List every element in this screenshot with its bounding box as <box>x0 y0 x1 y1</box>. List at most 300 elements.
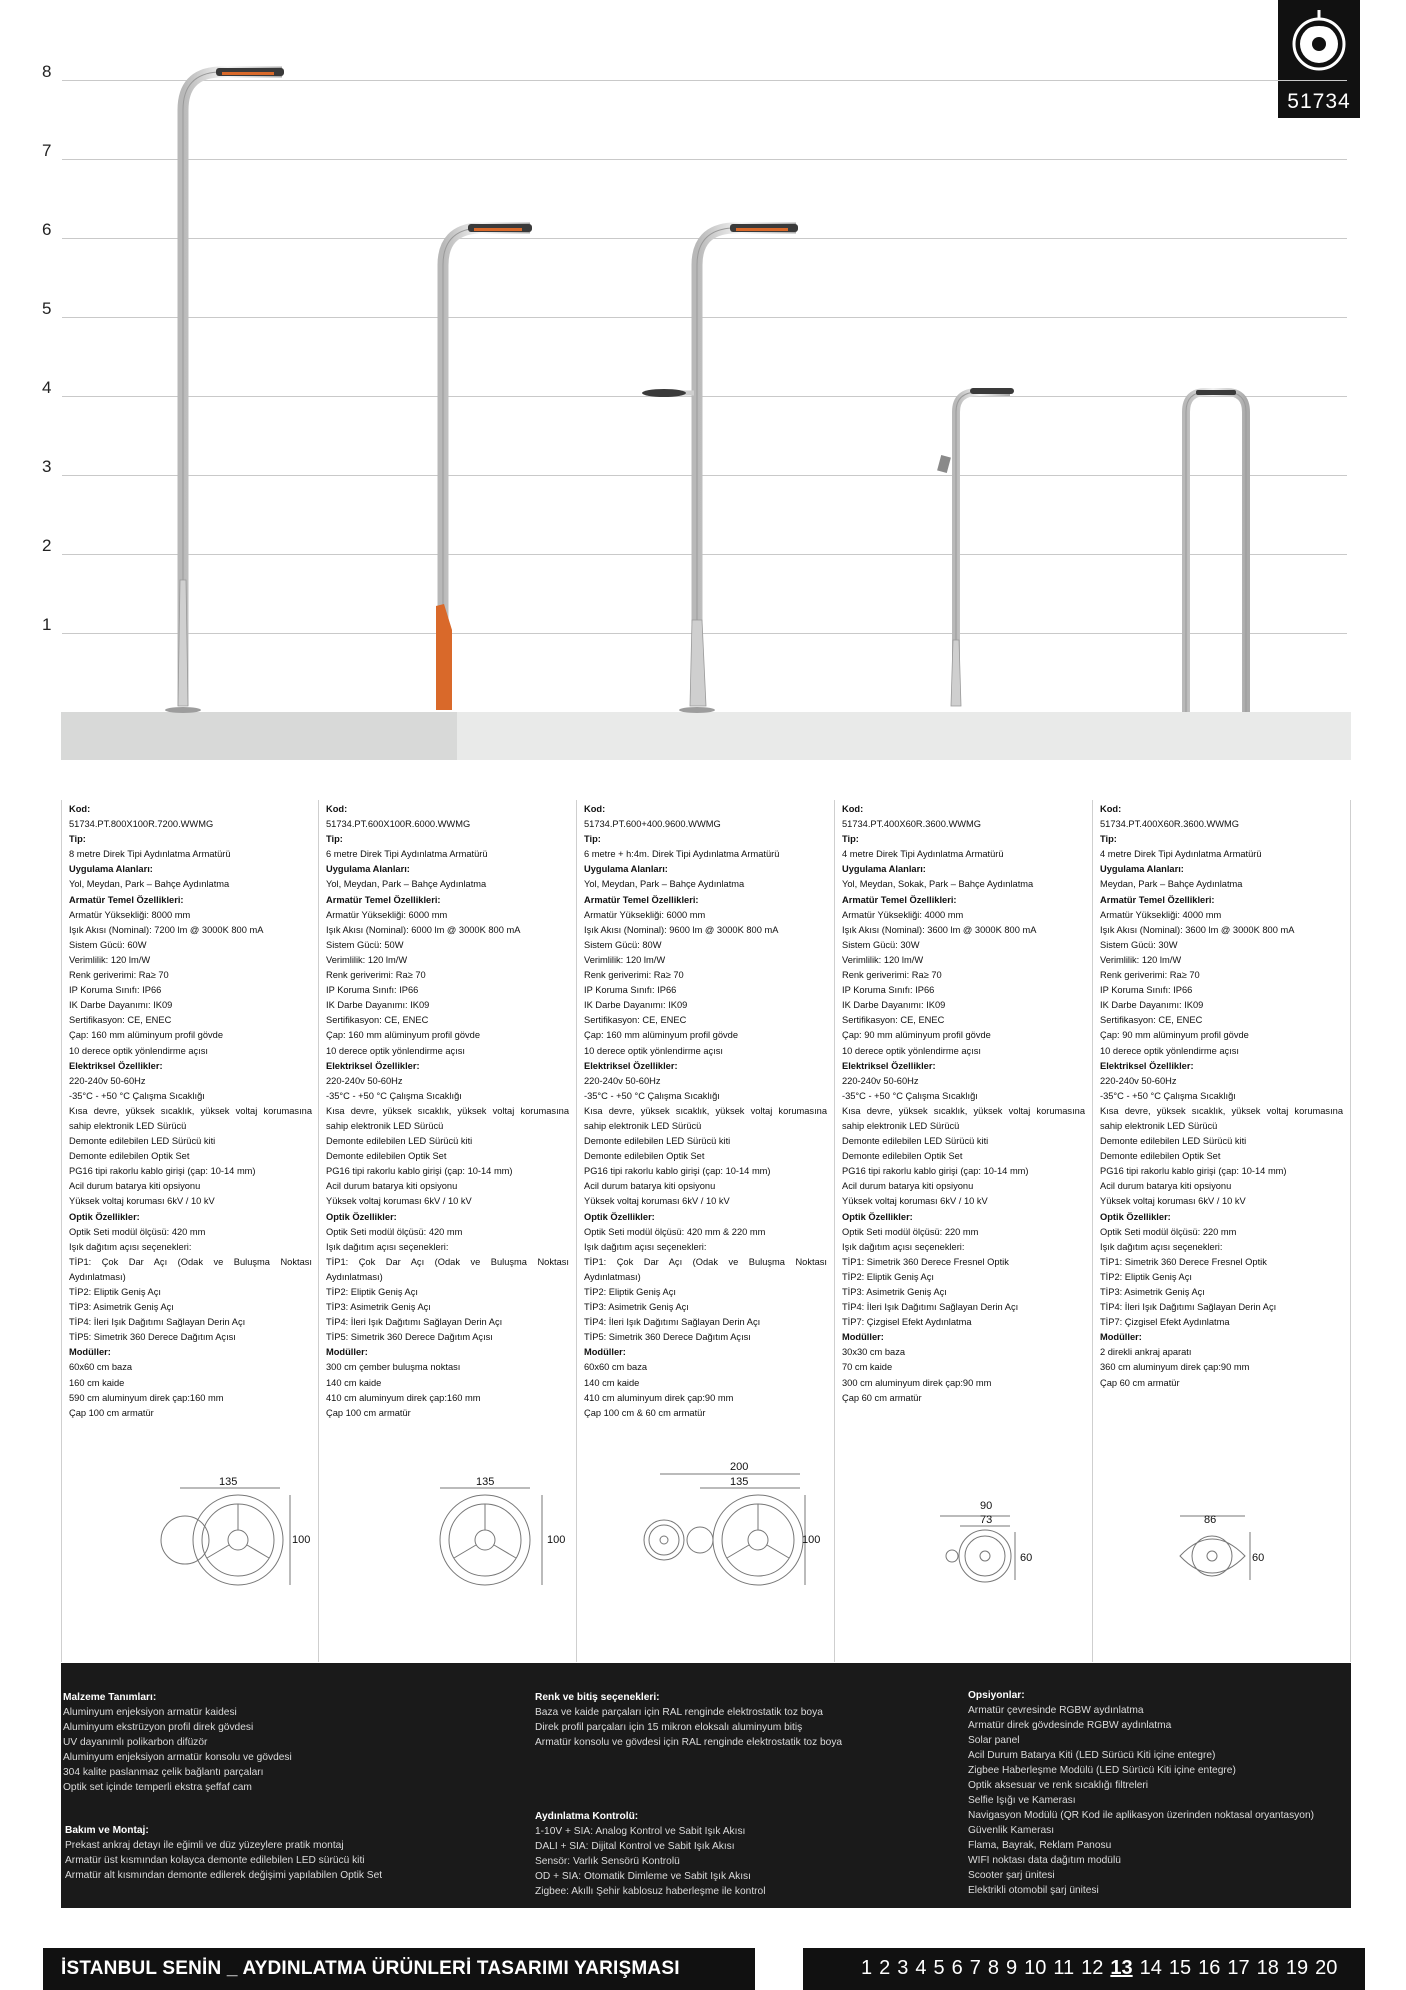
spec-heading: Optik Özellikler: <box>69 1211 140 1222</box>
spec-line: Demonte edilebilen LED Sürücü kiti <box>584 1136 731 1147</box>
page-link-10[interactable]: 10 <box>1024 1957 1047 1979</box>
spec-line: IP Koruma Sınıfı: IP66 <box>842 985 935 996</box>
spec-line: TİP4: İleri Işık Dağıtımı Sağlayan Derin Açı <box>584 1317 761 1328</box>
spec-line: 8 metre Direk Tipi Aydınlatma Armatürü <box>69 849 231 860</box>
spec-line: Sistem Gücü: 30W <box>842 939 920 950</box>
spec-line: Verimlilik: 120 lm/W <box>326 954 408 965</box>
spec-line: Renk geriverimi: Ra≥ 70 <box>69 970 169 981</box>
spec-line: Armatür Yüksekliği: 6000 mm <box>584 909 706 920</box>
spec-line: TİP4: İleri Işık Dağıtımı Sağlayan Derin Açı <box>69 1317 246 1328</box>
spec-line: Sistem Gücü: 30W <box>1100 939 1178 950</box>
footer-list-item: Direk profil parçaları için 15 mikron eloksalı aluminyum bitiş <box>535 1722 803 1733</box>
spec-line: Işık Akısı (Nominal): 7200 lm @ 3000K 800 mA <box>69 924 264 935</box>
scale-label: 8 <box>42 62 52 81</box>
spec-line: 10 derece optik yönlendirme açısı <box>326 1045 466 1056</box>
page-link-16[interactable]: 16 <box>1198 1957 1221 1979</box>
spec-line: TİP3: Asimetrik Geniş Açı <box>1100 1287 1205 1297</box>
footer-list-item: Armatür üst kısmından kolayca demonte edilebilen LED sürücü kiti <box>65 1855 365 1866</box>
spec-line: Renk geriverimi: Ra≥ 70 <box>1100 970 1200 981</box>
dim-label: 60 <box>1020 1552 1033 1564</box>
spec-list <box>1100 802 1343 1391</box>
page-link-12[interactable]: 12 <box>1081 1957 1104 1979</box>
scale-label: 3 <box>42 457 52 476</box>
spec-line: TİP4: İleri Işık Dağıtımı Sağlayan Derin Açı <box>842 1302 1019 1313</box>
spec-line: 51734.PT.600X100R.6000.WWMG <box>326 819 471 830</box>
spec-line: Çap: 160 mm alüminyum profil gövde <box>584 1030 738 1041</box>
dim-label: 86 <box>1204 1514 1217 1526</box>
spec-line: Sertifikasyon: CE, ENEC <box>842 1015 945 1026</box>
spec-heading: Uygulama Alanları: <box>584 864 668 875</box>
spec-line: 51734.PT.400X60R.3600.WWMG <box>1100 819 1240 830</box>
page-link-8[interactable]: 8 <box>987 1957 999 1979</box>
spec-line: Armatür Yüksekliği: 4000 mm <box>1100 909 1222 920</box>
spec-line: Yüksek voltaj koruması 6kV / 10 kV <box>584 1196 730 1207</box>
spec-line: Renk geriverimi: Ra≥ 70 <box>326 970 426 981</box>
options-title: Opsiyonlar: <box>968 1690 1025 1701</box>
spec-heading: Modüller: <box>1100 1332 1142 1343</box>
spec-line: Yol, Meydan, Park – Bahçe Aydınlatma <box>584 879 745 890</box>
footer-list-item: 1-10V + SIA: Analog Kontrol ve Sabit Işık Akısı <box>535 1826 746 1837</box>
scale-label: 2 <box>42 536 52 555</box>
spec-heading: Uygulama Alanları: <box>842 864 926 875</box>
spec-line: Kısa devre, yüksek sıcaklık, yüksek voltaj korumasına sahip elektronik LED Sürücü <box>842 1105 1085 1131</box>
spec-line: Çap 60 cm armatür <box>1100 1377 1180 1388</box>
spec-line: Verimlilik: 120 lm/W <box>69 954 151 965</box>
maintenance-list <box>65 1838 485 1883</box>
dim-label: 100 <box>802 1534 821 1546</box>
spec-line: 60x60 cm baza <box>584 1362 648 1373</box>
spec-line: TİP2: Eliptik Geniş Açı <box>584 1287 676 1297</box>
page-link-1[interactable]: 1 <box>861 1957 873 1979</box>
spec-line: 51734.PT.400X60R.3600.WWMG <box>842 819 982 830</box>
page-link-9[interactable]: 9 <box>1006 1957 1018 1979</box>
pole-8m <box>165 68 284 713</box>
spec-line: 10 derece optik yönlendirme açısı <box>1100 1045 1240 1056</box>
spec-line: 10 derece optik yönlendirme açısı <box>584 1045 724 1056</box>
spec-line: 360 cm aluminyum direk çap:90 mm <box>1100 1362 1250 1373</box>
spec-line: IP Koruma Sınıfı: IP66 <box>1100 985 1193 996</box>
top-view-1 <box>161 1488 290 1585</box>
spec-line: TİP7: Çizgisel Efekt Aydınlatma <box>842 1317 972 1328</box>
spec-line: Işık dağıtım açısı seçenekleri: <box>326 1241 449 1252</box>
spec-line: Çap 100 cm & 60 cm armatür <box>584 1407 706 1418</box>
footer-list-item: Prekast ankraj detayı ile eğimli ve düz yüzeylere pratik montaj <box>65 1840 344 1851</box>
dim-label: 90 <box>980 1500 993 1512</box>
spec-line: Optik Seti modül ölçüsü: 220 mm <box>1100 1226 1237 1237</box>
footer-list-item: WIFI noktası data dağıtım modülü <box>968 1855 1121 1866</box>
spec-line: 160 cm kaide <box>69 1377 125 1388</box>
spec-line: IK Darbe Dayanımı: IK09 <box>1100 1000 1204 1011</box>
page-link-19[interactable]: 19 <box>1285 1957 1309 1979</box>
spec-line: 6 metre + h:4m. Direk Tipi Aydınlatma Armatürü <box>584 849 780 860</box>
spec-line: Armatür Yüksekliği: 8000 mm <box>69 909 191 920</box>
footer-list-item: Armatür direk gövdesinde RGBW aydınlatma <box>968 1720 1172 1731</box>
spec-line: Kısa devre, yüksek sıcaklık, yüksek voltaj korumasına sahip elektronik LED Sürücü <box>1100 1105 1343 1131</box>
spec-heading: Elektriksel Özellikler: <box>1100 1060 1194 1071</box>
spec-line: Işık Akısı (Nominal): 3600 lm @ 3000K 800 mA <box>842 924 1037 935</box>
page-link-6[interactable]: 6 <box>951 1957 963 1979</box>
spec-line: IK Darbe Dayanımı: IK09 <box>842 1000 946 1011</box>
spec-line: Optik Seti modül ölçüsü: 420 mm & 220 mm <box>584 1226 766 1237</box>
page-link-5[interactable]: 5 <box>933 1957 945 1979</box>
spec-line: IK Darbe Dayanımı: IK09 <box>326 1000 430 1011</box>
spec-line: Çap 100 cm armatür <box>69 1407 154 1418</box>
spec-line: 4 metre Direk Tipi Aydınlatma Armatürü <box>842 849 1004 860</box>
spec-line: Verimlilik: 120 lm/W <box>1100 954 1182 965</box>
spec-line: 10 derece optik yönlendirme açısı <box>842 1045 982 1056</box>
spec-heading: Tip: <box>1100 834 1117 845</box>
top-view-2 <box>440 1488 542 1585</box>
spec-line: TİP1: Çok Dar Açı (Odak ve Buluşma Noktası Aydınlatması) <box>584 1256 827 1282</box>
page-link-4[interactable]: 4 <box>915 1957 927 1979</box>
spec-list <box>69 802 312 1421</box>
spec-heading: Armatür Temel Özellikleri: <box>326 894 441 905</box>
page-link-20[interactable]: 20 <box>1315 1957 1338 1979</box>
spec-line: 220-240v 50-60Hz <box>69 1075 146 1086</box>
spec-line: 410 cm aluminyum direk çap:160 mm <box>326 1392 481 1403</box>
spec-line: Kısa devre, yüksek sıcaklık, yüksek voltaj korumasına sahip elektronik LED Sürücü <box>326 1105 569 1131</box>
spec-line: Yüksek voltaj koruması 6kV / 10 kV <box>69 1196 215 1207</box>
page-link-17[interactable]: 17 <box>1227 1957 1250 1979</box>
spec-heading: Tip: <box>584 834 601 845</box>
page-link-3[interactable]: 3 <box>897 1957 909 1979</box>
footer-list-item: OD + SIA: Otomatik Dimleme ve Sabit Işık Akısı <box>535 1871 751 1882</box>
spec-line: Demonte edilebilen Optik Set <box>584 1151 705 1162</box>
spec-line: Işık Akısı (Nominal): 9600 lm @ 3000K 800 mA <box>584 924 779 935</box>
spec-line: -35°C - +50 °C Çalışma Sıcaklığı <box>69 1090 205 1101</box>
dim-label: 135 <box>476 1476 495 1488</box>
footer-list-item: Armatür konsolu ve gövdesi için RAL renginde elektrostatik toz boya <box>535 1737 843 1748</box>
spec-line: Çap: 160 mm alüminyum profil gövde <box>326 1030 480 1041</box>
control-title: Aydınlatma Kontrolü: <box>535 1811 639 1822</box>
page-link-14[interactable]: 14 <box>1139 1957 1162 1979</box>
footer-list-item: UV dayanımlı polikarbon difüzör <box>63 1737 208 1748</box>
spec-line: 140 cm kaide <box>584 1377 640 1388</box>
spec-list <box>326 802 569 1421</box>
spec-line: 70 cm kaide <box>842 1362 893 1373</box>
footer-list-item: DALI + SIA: Dijital Kontrol ve Sabit Işık Akısı <box>535 1841 735 1852</box>
spec-line: -35°C - +50 °C Çalışma Sıcaklığı <box>1100 1090 1236 1101</box>
spec-line: Acil durum batarya kiti opsiyonu <box>584 1181 716 1192</box>
spec-heading: Tip: <box>842 834 859 845</box>
spec-line: TİP3: Asimetrik Geniş Açı <box>584 1302 689 1313</box>
spec-line: 10 derece optik yönlendirme açısı <box>69 1045 209 1056</box>
page-link-7[interactable]: 7 <box>969 1957 981 1979</box>
spec-line: IK Darbe Dayanımı: IK09 <box>69 1000 173 1011</box>
spec-heading: Kod: <box>326 804 348 814</box>
spec-line: Acil durum batarya kiti opsiyonu <box>326 1181 458 1192</box>
materials-block <box>63 1690 483 1795</box>
spec-line: 4 metre Direk Tipi Aydınlatma Armatürü <box>1100 849 1262 860</box>
scale-label: 7 <box>42 141 52 160</box>
spec-line: Sistem Gücü: 50W <box>326 939 404 950</box>
spec-line: Sertifikasyon: CE, ENEC <box>584 1015 687 1026</box>
spec-line: TİP2: Eliptik Geniş Açı <box>842 1271 934 1282</box>
pole-6m-4m <box>642 224 798 713</box>
spec-heading: Kod: <box>1100 804 1122 814</box>
spec-line: Kısa devre, yüksek sıcaklık, yüksek voltaj korumasına sahip elektronik LED Sürücü <box>69 1105 312 1131</box>
spec-line: TİP1: Simetrik 360 Derece Fresnel Optik <box>1100 1256 1267 1267</box>
spec-line: Armatür Yüksekliği: 6000 mm <box>326 909 448 920</box>
title-bar-bg <box>43 1948 755 1990</box>
footer-list-item: Aluminyum enjeksiyon armatür kaidesi <box>63 1707 237 1718</box>
footer-list-item: Sensör: Varlık Sensörü Kontrolü <box>535 1856 680 1867</box>
spec-line: TİP5: Simetrik 360 Derece Dağıtım Açısı <box>69 1332 236 1343</box>
spec-heading: Modüller: <box>326 1347 368 1358</box>
footer-list-item: Aluminyum enjeksiyon armatür konsolu ve gövdesi <box>63 1752 292 1763</box>
spec-line: 2 direkli ankraj aparatı <box>1100 1347 1192 1358</box>
spec-line: 51734.PT.600+400.9600.WWMG <box>584 819 721 830</box>
top-view-3 <box>644 1474 805 1585</box>
spec-line: IP Koruma Sınıfı: IP66 <box>326 985 419 996</box>
spec-line: Çap: 90 mm alüminyum profil gövde <box>842 1030 991 1041</box>
spec-line: Yüksek voltaj koruması 6kV / 10 kV <box>842 1196 988 1207</box>
spec-heading: Optik Özellikler: <box>584 1211 655 1222</box>
spec-heading: Armatür Temel Özellikleri: <box>584 894 699 905</box>
spec-heading: Armatür Temel Özellikleri: <box>1100 894 1215 905</box>
spec-line: TİP4: İleri Işık Dağıtımı Sağlayan Derin Açı <box>326 1317 503 1328</box>
footer-list-item: 304 kalite paslanmaz çelik bağlantı parçaları <box>63 1767 264 1778</box>
footer-list-item: Selfie Işığı ve Kamerası <box>968 1795 1076 1806</box>
spec-line: Sertifikasyon: CE, ENEC <box>326 1015 429 1026</box>
spec-line: Meydan, Park – Bahçe Aydınlatma <box>1100 879 1243 890</box>
spec-line: 6 metre Direk Tipi Aydınlatma Armatürü <box>326 849 488 860</box>
spec-line: Demonte edilebilen LED Sürücü kiti <box>326 1136 473 1147</box>
colors-list <box>535 1705 955 1750</box>
scale-label: 4 <box>42 378 52 397</box>
spec-line: TİP3: Asimetrik Geniş Açı <box>326 1302 431 1313</box>
spec-line: Renk geriverimi: Ra≥ 70 <box>842 970 942 981</box>
spec-line: TİP2: Eliptik Geniş Açı <box>69 1287 161 1297</box>
spec-line: TİP1: Çok Dar Açı (Odak ve Buluşma Noktası Aydınlatması) <box>69 1256 312 1282</box>
dim-label: 73 <box>980 1514 993 1526</box>
spec-heading: Optik Özellikler: <box>842 1211 913 1222</box>
footer-list-item: Scooter şarj ünitesi <box>968 1870 1055 1881</box>
options-list <box>968 1703 1348 1898</box>
spec-line: Acil durum batarya kiti opsiyonu <box>842 1181 974 1192</box>
spec-heading: Modüller: <box>584 1347 626 1358</box>
page-link-13[interactable]: 13 <box>1110 1957 1133 1979</box>
spec-heading: Kod: <box>584 804 606 814</box>
spec-line: Demonte edilebilen Optik Set <box>69 1151 190 1162</box>
materials-list <box>63 1705 483 1795</box>
spec-line: Kısa devre, yüksek sıcaklık, yüksek voltaj korumasına sahip elektronik LED Sürücü <box>584 1105 827 1131</box>
page-link-2[interactable]: 2 <box>879 1957 891 1979</box>
spec-line: Verimlilik: 120 lm/W <box>842 954 924 965</box>
footer-list-item: Armatür çevresinde RGBW aydınlatma <box>968 1705 1144 1716</box>
spec-line: TİP1: Simetrik 360 Derece Fresnel Optik <box>842 1256 1009 1267</box>
footer-list-item: Aluminyum ekstrüzyon profil direk gövdesi <box>63 1722 254 1733</box>
spec-heading: Modüller: <box>69 1347 111 1358</box>
spec-line: PG16 tipi rakorlu kablo girişi (çap: 10-14 mm) <box>69 1166 256 1177</box>
materials-title: Malzeme Tanımları: <box>63 1692 157 1703</box>
maintenance-block <box>65 1823 485 1883</box>
spec-list <box>584 802 827 1421</box>
spec-line: Sistem Gücü: 60W <box>69 939 147 950</box>
spec-heading: Elektriksel Özellikler: <box>69 1060 163 1071</box>
spec-heading: Uygulama Alanları: <box>69 864 153 875</box>
spec-line: Işık dağıtım açısı seçenekleri: <box>584 1241 707 1252</box>
spec-line: TİP2: Eliptik Geniş Açı <box>326 1287 418 1297</box>
spec-line: Yol, Meydan, Sokak, Park – Bahçe Aydınlatma <box>842 879 1034 890</box>
spec-line: PG16 tipi rakorlu kablo girişi (çap: 10-14 mm) <box>1100 1166 1287 1177</box>
page-link-15[interactable]: 15 <box>1168 1957 1192 1979</box>
dim-label: 100 <box>292 1534 311 1546</box>
spec-line: Armatür Yüksekliği: 4000 mm <box>842 909 964 920</box>
spec-heading: Tip: <box>326 834 343 845</box>
product-number: 51734 <box>1287 90 1351 113</box>
pole-6m <box>436 224 532 710</box>
scale-label: 1 <box>42 615 52 634</box>
spec-heading: Modüller: <box>842 1332 884 1343</box>
spec-line: PG16 tipi rakorlu kablo girişi (çap: 10-14 mm) <box>584 1166 771 1177</box>
spec-line: Işık Akısı (Nominal): 6000 lm @ 3000K 800 mA <box>326 924 521 935</box>
spec-line: Çap: 160 mm alüminyum profil gövde <box>69 1030 223 1041</box>
spec-line: Optik Seti modül ölçüsü: 420 mm <box>326 1226 463 1237</box>
spec-line: Yüksek voltaj koruması 6kV / 10 kV <box>1100 1196 1246 1207</box>
page-link-11[interactable]: 11 <box>1053 1957 1075 1979</box>
spec-line: Demonte edilebilen Optik Set <box>842 1151 963 1162</box>
spec-line: -35°C - +50 °C Çalışma Sıcaklığı <box>326 1090 462 1101</box>
spec-line: Işık dağıtım açısı seçenekleri: <box>69 1241 192 1252</box>
top-view-drawings <box>0 1460 1406 1610</box>
spec-line: 60x60 cm baza <box>69 1362 133 1373</box>
spec-line: Optik Seti modül ölçüsü: 220 mm <box>842 1226 979 1237</box>
spec-line: PG16 tipi rakorlu kablo girişi (çap: 10-14 mm) <box>842 1166 1029 1177</box>
footer-info <box>61 1663 1351 1908</box>
footer-list-item: Armatür alt kısmından demonte edilerek değişimi yapılabilen Optik Set <box>65 1870 383 1881</box>
spec-line: 220-240v 50-60Hz <box>1100 1075 1177 1086</box>
spec-line: Yol, Meydan, Park – Bahçe Aydınlatma <box>326 879 487 890</box>
spec-line: Demonte edilebilen Optik Set <box>1100 1151 1221 1162</box>
footer-list-item: Optik aksesuar ve renk sıcaklığı filtreleri <box>968 1780 1149 1791</box>
footer-list-item: Zigbee: Akıllı Şehir kablosuz haberleşme ile kontrol <box>535 1886 766 1897</box>
options-block <box>968 1688 1348 1898</box>
spec-heading: Armatür Temel Özellikleri: <box>842 894 957 905</box>
top-view-4 <box>940 1516 1015 1582</box>
spec-line: TİP7: Çizgisel Efekt Aydınlatma <box>1100 1317 1230 1328</box>
spec-line: Demonte edilebilen LED Sürücü kiti <box>1100 1136 1247 1147</box>
spec-line: Acil durum batarya kiti opsiyonu <box>1100 1181 1232 1192</box>
spec-list <box>842 802 1085 1406</box>
spec-line: Çap 100 cm armatür <box>326 1407 411 1418</box>
dim-label: 100 <box>547 1534 566 1546</box>
spec-heading: Kod: <box>69 804 91 814</box>
control-list <box>535 1824 955 1899</box>
footer-list-item: Optik set içinde temperli ekstra şeffaf cam <box>63 1782 252 1793</box>
spec-line: -35°C - +50 °C Çalışma Sıcaklığı <box>584 1090 720 1101</box>
scale-label: 5 <box>42 299 52 318</box>
page-nav <box>803 1948 1365 1990</box>
colors-title: Renk ve bitiş seçenekleri: <box>535 1692 660 1703</box>
page-numbers <box>861 1957 1344 1980</box>
colors-block <box>535 1690 955 1750</box>
spec-line: 30x30 cm baza <box>842 1347 906 1358</box>
spec-line: TİP1: Çok Dar Açı (Odak ve Buluşma Noktası Aydınlatması) <box>326 1256 569 1282</box>
spec-line: Renk geriverimi: Ra≥ 70 <box>584 970 684 981</box>
spec-heading: Uygulama Alanları: <box>326 864 410 875</box>
spec-line: 220-240v 50-60Hz <box>326 1075 403 1086</box>
footer-list-item: Elektrikli otomobil şarj ünitesi <box>968 1885 1099 1896</box>
pole-4m-double <box>1186 390 1246 712</box>
pole-4m <box>937 388 1014 706</box>
spec-line: TİP5: Simetrik 360 Derece Dağıtım Açısı <box>584 1332 751 1343</box>
scale-label: 6 <box>42 220 52 239</box>
spec-line: TİP3: Asimetrik Geniş Açı <box>69 1302 174 1313</box>
spec-line: PG16 tipi rakorlu kablo girişi (çap: 10-14 mm) <box>326 1166 513 1177</box>
spec-line: 300 cm aluminyum direk çap:90 mm <box>842 1377 992 1388</box>
spec-line: Yol, Meydan, Park – Bahçe Aydınlatma <box>69 879 230 890</box>
spec-heading: Optik Özellikler: <box>1100 1211 1171 1222</box>
spec-heading: Elektriksel Özellikler: <box>584 1060 678 1071</box>
spec-line: Optik Seti modül ölçüsü: 420 mm <box>69 1226 206 1237</box>
poles-illustration <box>0 0 1406 760</box>
spec-line: Sistem Gücü: 80W <box>584 939 662 950</box>
page-link-18[interactable]: 18 <box>1256 1957 1279 1979</box>
footer-list-item: Acil Durum Batarya Kiti (LED Sürücü Kiti içine entegre) <box>968 1750 1216 1761</box>
dim-label: 200 <box>730 1461 749 1473</box>
spec-line: Sertifikasyon: CE, ENEC <box>69 1015 172 1026</box>
spec-line: 220-240v 50-60Hz <box>842 1075 919 1086</box>
spec-line: Çap: 90 mm alüminyum profil gövde <box>1100 1030 1249 1041</box>
spec-line: Verimlilik: 120 lm/W <box>584 954 666 965</box>
maintenance-title: Bakım ve Montaj: <box>65 1825 149 1836</box>
dim-label: 60 <box>1252 1552 1265 1564</box>
dim-label: 135 <box>219 1476 238 1488</box>
spec-line: Yüksek voltaj koruması 6kV / 10 kV <box>326 1196 472 1207</box>
spec-heading: Kod: <box>842 804 864 814</box>
spec-line: 590 cm aluminyum direk çap:160 mm <box>69 1392 224 1403</box>
spec-heading: Optik Özellikler: <box>326 1211 397 1222</box>
spec-heading: Elektriksel Özellikler: <box>842 1060 936 1071</box>
spec-line: 51734.PT.800X100R.7200.WWMG <box>69 819 214 830</box>
spec-line: 300 cm çember buluşma noktası <box>326 1362 461 1373</box>
spec-line: Sertifikasyon: CE, ENEC <box>1100 1015 1203 1026</box>
footer-list-item: Flama, Bayrak, Reklam Panosu <box>968 1840 1112 1851</box>
spec-line: TİP3: Asimetrik Geniş Açı <box>842 1287 947 1297</box>
spec-line: -35°C - +50 °C Çalışma Sıcaklığı <box>842 1090 978 1101</box>
control-block <box>535 1809 955 1899</box>
spec-line: 140 cm kaide <box>326 1377 382 1388</box>
dim-label: 135 <box>730 1476 749 1488</box>
spec-heading: Uygulama Alanları: <box>1100 864 1184 875</box>
spec-heading: Armatür Temel Özellikleri: <box>69 894 184 905</box>
footer-list-item: Güvenlik Kamerası <box>968 1825 1055 1836</box>
spec-line: TİP4: İleri Işık Dağıtımı Sağlayan Derin Açı <box>1100 1302 1277 1313</box>
spec-line: TİP2: Eliptik Geniş Açı <box>1100 1271 1192 1282</box>
spec-heading: Tip: <box>69 834 86 845</box>
spec-line: Işık dağıtım açısı seçenekleri: <box>842 1241 965 1252</box>
spec-line: TİP5: Simetrik 360 Derece Dağıtım Açısı <box>326 1332 493 1343</box>
spec-line: Demonte edilebilen Optik Set <box>326 1151 447 1162</box>
spec-line: Işık Akısı (Nominal): 3600 lm @ 3000K 800 mA <box>1100 924 1295 935</box>
footer-list-item: Solar panel <box>968 1735 1020 1746</box>
spec-line: 220-240v 50-60Hz <box>584 1075 661 1086</box>
spec-line: 410 cm aluminyum direk çap:90 mm <box>584 1392 734 1403</box>
spec-line: Çap 60 cm armatür <box>842 1392 922 1403</box>
competition-title: İSTANBUL SENİN _ AYDINLATMA ÜRÜNLERİ TASARIMI YARIŞMASI <box>61 1958 680 1979</box>
footer-list-item: Zigbee Haberleşme Modülü (LED Sürücü Kiti içine entegre) <box>968 1765 1236 1776</box>
spec-line: IP Koruma Sınıfı: IP66 <box>584 985 677 996</box>
spec-line: IP Koruma Sınıfı: IP66 <box>69 985 162 996</box>
spec-heading: Elektriksel Özellikler: <box>326 1060 420 1071</box>
spec-line: Demonte edilebilen LED Sürücü kiti <box>842 1136 989 1147</box>
footer-list-item: Navigasyon Modülü (QR Kod ile aplikasyon üzerinden noktasal oryantasyon) <box>968 1810 1314 1821</box>
spec-line: IK Darbe Dayanımı: IK09 <box>584 1000 688 1011</box>
footer-list-item: Baza ve kaide parçaları için RAL renginde elektrostatik toz boya <box>535 1707 823 1718</box>
spec-line: Acil durum batarya kiti opsiyonu <box>69 1181 201 1192</box>
spec-line: Işık dağıtım açısı seçenekleri: <box>1100 1241 1223 1252</box>
